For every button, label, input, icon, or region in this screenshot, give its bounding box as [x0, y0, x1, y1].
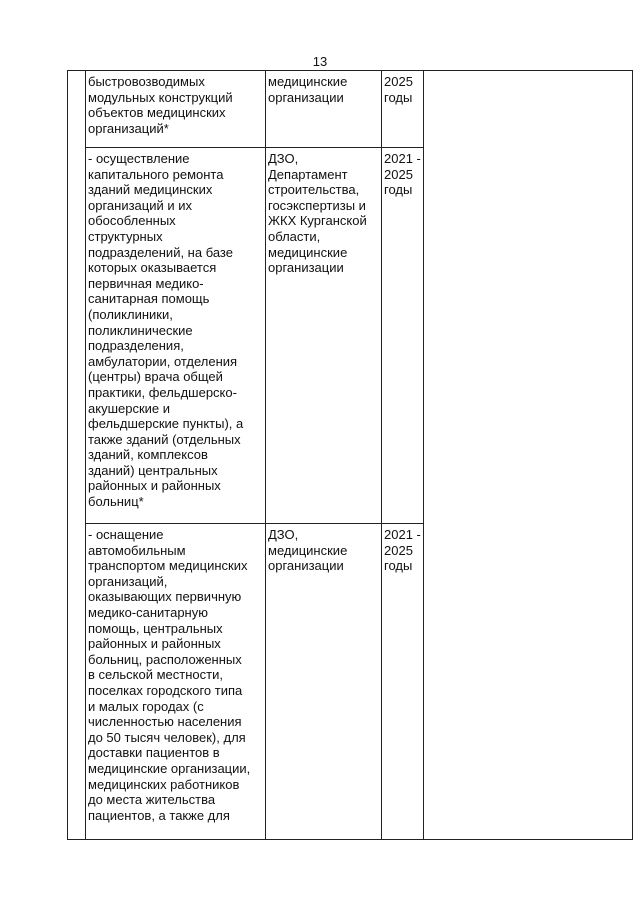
- executor-cell: ДЗО, Департамент строительства, госэкспертизы и ЖКХ Курганской области, медицинские организации: [266, 148, 382, 524]
- period-cell: 2025 годы: [382, 71, 424, 148]
- executor-cell: медицинские организации: [266, 71, 382, 148]
- executor-cell: ДЗО, медицинские организации: [266, 524, 382, 840]
- measure-cell: быстровозводимых модульных конструкций объектов медицинских организаций*: [86, 71, 266, 148]
- period-cell: 2021 - 2025 годы: [382, 524, 424, 840]
- period-cell: 2021 - 2025 годы: [382, 148, 424, 524]
- page-number: 13: [312, 54, 328, 69]
- table-row: [68, 71, 633, 148]
- number-column-cell: [68, 71, 86, 840]
- measure-cell: - оснащение автомобильным транспортом медицинских организаций, оказывающих первичную медико-санитарную помощь, центральных районных и районных больниц, расположенных в сельской местности, поселках городского типа и малых городах (с численностью населения до 50 тысяч человек), для доставки пациентов в медицинские организации, медицинских работников до места жительства пациентов, а также для: [86, 524, 266, 840]
- notes-cell: [424, 71, 633, 840]
- measures-table: [67, 70, 633, 840]
- measure-cell: - осуществление капитального ремонта зданий медицинских организаций и их обособленных структурных подразделений, на базе которых оказывается первичная медико- санитарная помощь (поликлиники, поликлинические подразделения, амбулатории, отделения (центры) врача общей практики, фельдшерско- акушерские и фельдшерские пункты), а также зданий (отдельных зданий, комплексов зданий) центральных районных и районных больниц*: [86, 148, 266, 524]
